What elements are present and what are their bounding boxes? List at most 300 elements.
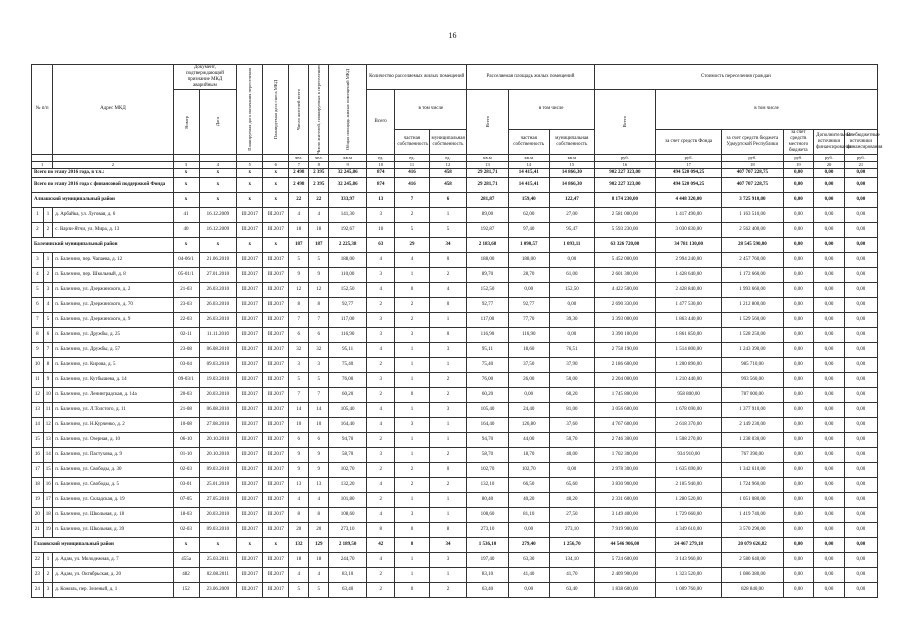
row-cell: 0,00 bbox=[783, 297, 814, 312]
row-cell: 63,40 bbox=[467, 582, 508, 597]
row-address: п. Балезино, ул. Озерная, д. 10 bbox=[53, 432, 173, 447]
row-planned-demolition: III.2017 bbox=[263, 372, 289, 387]
row-subnumber: 11 bbox=[43, 402, 52, 417]
row-cell: 0,00 bbox=[814, 222, 845, 237]
unit-cell: руб. bbox=[844, 154, 877, 161]
row-cell: 3 bbox=[367, 312, 395, 327]
row-address: п. Балезино, пер. Чапаева, д. 12 bbox=[53, 252, 173, 267]
row-address: п. Балезино, ул. Н.Курченко, д. 2 bbox=[53, 417, 173, 432]
row-cell: 7 bbox=[309, 387, 329, 402]
row-cell: 2 580 640,00 bbox=[722, 552, 783, 567]
summary-cell: 281,87 bbox=[467, 192, 508, 207]
row-cell: 3 056 600,00 bbox=[594, 402, 655, 417]
row-doc-date: 16.12.2009 bbox=[199, 222, 237, 237]
row-doc-number: 10-08 bbox=[173, 417, 199, 432]
header-area-incl: в том числе bbox=[508, 90, 594, 130]
summary-cell: 0,00 bbox=[844, 192, 877, 207]
row-cell: 0,00 bbox=[783, 552, 814, 567]
row-cell: 0,00 bbox=[783, 582, 814, 597]
header-local: за счет средств местного бюджета bbox=[783, 129, 814, 154]
row-cell: 102,70 bbox=[467, 462, 508, 477]
row-cell: 0,00 bbox=[814, 402, 845, 417]
row-cell: 0,00 bbox=[844, 357, 877, 372]
row-cell: 1 280 520,00 bbox=[656, 492, 722, 507]
row-cell: 2 186 600,00 bbox=[594, 357, 655, 372]
row-address: п. Балезино, ул. Школьная, д. 39 bbox=[53, 522, 173, 537]
row-cell: 0,00 bbox=[814, 462, 845, 477]
row-planned-demolition: III.2017 bbox=[263, 432, 289, 447]
row-cell: 0,00 bbox=[844, 252, 877, 267]
row-cell: 0,00 bbox=[814, 522, 845, 537]
row-cell: 2 690 330,00 bbox=[594, 297, 655, 312]
header-doc-number: Номер bbox=[173, 90, 199, 155]
unit-cell: чел. bbox=[289, 154, 309, 161]
summary-cell: х bbox=[199, 237, 237, 252]
row-doc-date: 20.03.2010 bbox=[199, 507, 237, 522]
summary-cell: 333,97 bbox=[329, 192, 367, 207]
row-cell: 76,00 bbox=[467, 372, 508, 387]
row-cell: 60,20 bbox=[329, 387, 367, 402]
column-number-cell: 20 bbox=[814, 161, 845, 168]
row-cell: 0,00 bbox=[549, 252, 594, 267]
row-cell: 12 bbox=[309, 282, 329, 297]
row-address: п. Балезино, ул. Свободы, д. 5 bbox=[53, 477, 173, 492]
row-cell: 0,00 bbox=[814, 447, 845, 462]
summary-cell: 6 bbox=[429, 192, 467, 207]
row-cell: 1 508 270,00 bbox=[656, 432, 722, 447]
row-address: п. Балезино, ул. Кутбышева, д. 14 bbox=[53, 372, 173, 387]
column-number-cell: 10 bbox=[367, 161, 395, 168]
column-number-cell: 2 bbox=[53, 161, 173, 168]
header-doc-date: Дата bbox=[199, 90, 237, 155]
row-planned-demolition: III.2017 bbox=[263, 462, 289, 477]
row-cell: 0 bbox=[429, 252, 467, 267]
row-cell: 0,00 bbox=[844, 327, 877, 342]
row-subnumber: 12 bbox=[43, 417, 52, 432]
row-cell: 2 581 000,00 bbox=[594, 207, 655, 222]
row-planned-end: III.2017 bbox=[237, 222, 263, 237]
row-cell: 1 745 800,00 bbox=[594, 387, 655, 402]
row-subnumber: 13 bbox=[43, 432, 52, 447]
row-cell: 2 bbox=[395, 477, 429, 492]
row-cell: 1 bbox=[429, 492, 467, 507]
row-doc-number: 18-03 bbox=[173, 507, 199, 522]
column-number-cell: 8 bbox=[309, 161, 329, 168]
row-cell: 9 bbox=[289, 447, 309, 462]
row-cell: 3 143 960,00 bbox=[656, 552, 722, 567]
row-cell: 0,00 bbox=[814, 207, 845, 222]
table-row bbox=[32, 402, 878, 417]
row-doc-number: 01-10 bbox=[173, 447, 199, 462]
row-cell: 40,20 bbox=[549, 492, 594, 507]
row-cell: 0,00 bbox=[783, 492, 814, 507]
row-cell: 0,00 bbox=[844, 267, 877, 282]
row-cell: 7 bbox=[289, 387, 309, 402]
row-cell: 2 204 000,00 bbox=[594, 372, 655, 387]
row-planned-demolition: III.2017 bbox=[263, 507, 289, 522]
summary-cell: х bbox=[263, 168, 289, 177]
row-cell: 0,00 bbox=[783, 477, 814, 492]
row-doc-date: 11.11.2010 bbox=[199, 327, 237, 342]
summary-row-total bbox=[32, 168, 878, 177]
row-number: 20 bbox=[32, 507, 44, 522]
row-cell: 1 172 660,00 bbox=[722, 267, 783, 282]
table-row bbox=[32, 252, 878, 267]
row-cell: 58,70 bbox=[329, 447, 367, 462]
row-doc-date: 25.03.2011 bbox=[199, 552, 237, 567]
row-number: 14 bbox=[32, 417, 44, 432]
table-row bbox=[32, 312, 878, 327]
summary-cell: 902 227 323,00 bbox=[594, 168, 655, 177]
summary-cell: 0,00 bbox=[783, 168, 814, 177]
row-cell: 41,40 bbox=[508, 567, 549, 582]
row-doc-number: 482 bbox=[173, 567, 199, 582]
table-body bbox=[32, 168, 878, 597]
row-doc-date: 20.10.2010 bbox=[199, 432, 237, 447]
row-cell: 5 bbox=[289, 252, 309, 267]
row-number: 2 bbox=[32, 222, 44, 237]
row-number: 1 bbox=[32, 207, 44, 222]
summary-cell: 132 bbox=[289, 537, 309, 552]
row-cell: 1 419 740,00 bbox=[722, 507, 783, 522]
row-cell: 1 514 800,00 bbox=[656, 342, 722, 357]
row-cell: 66,50 bbox=[508, 477, 549, 492]
row-planned-end: III.2017 bbox=[237, 342, 263, 357]
column-number-cell: 15 bbox=[549, 161, 594, 168]
row-cell: 2 bbox=[429, 582, 467, 597]
row-cell: 18 bbox=[309, 222, 329, 237]
column-number-cell: 21 bbox=[844, 161, 877, 168]
row-planned-demolition: III.2017 bbox=[263, 492, 289, 507]
summary-cell: 187 bbox=[309, 237, 329, 252]
row-planned-end: III.2017 bbox=[237, 417, 263, 432]
summary-cell: х bbox=[199, 537, 237, 552]
row-cell: 5 bbox=[309, 252, 329, 267]
row-cell: 0,00 bbox=[783, 507, 814, 522]
row-planned-end: III.2017 bbox=[237, 297, 263, 312]
row-cell: 0,00 bbox=[844, 207, 877, 222]
row-planned-end: III.2017 bbox=[237, 462, 263, 477]
row-cell: 2 978 300,00 bbox=[594, 462, 655, 477]
summary-cell: х bbox=[237, 177, 263, 192]
row-doc-date: 20.03.2010 bbox=[199, 387, 237, 402]
row-planned-demolition: III.2017 bbox=[263, 342, 289, 357]
header-total-area: Общая площадь жилых помещений МКД bbox=[329, 65, 367, 155]
row-doc-number: 02-03 bbox=[173, 522, 199, 537]
row-planned-end: III.2017 bbox=[237, 477, 263, 492]
row-planned-demolition: III.2017 bbox=[263, 222, 289, 237]
row-doc-date: 06.08.2010 bbox=[199, 342, 237, 357]
row-cell: 0,00 bbox=[783, 432, 814, 447]
row-cell: 32 bbox=[289, 342, 309, 357]
table-row bbox=[32, 582, 878, 597]
row-cell: 89,70 bbox=[467, 267, 508, 282]
row-cell: 108,60 bbox=[329, 507, 367, 522]
header-n: № п/п bbox=[32, 65, 53, 155]
row-planned-demolition: III.2017 bbox=[263, 387, 289, 402]
row-cell: 92,77 bbox=[329, 297, 367, 312]
row-planned-demolition: III.2017 bbox=[263, 207, 289, 222]
row-cell: 2 428 840,00 bbox=[656, 282, 722, 297]
row-cell: 2 994 240,00 bbox=[656, 252, 722, 267]
row-cell: 105,40 bbox=[329, 402, 367, 417]
row-doc-number: 41 bbox=[173, 207, 199, 222]
row-number: 13 bbox=[32, 402, 44, 417]
table-row bbox=[32, 417, 878, 432]
row-cell: 6 bbox=[289, 327, 309, 342]
row-cell: 2 562 400,00 bbox=[722, 222, 783, 237]
row-cell: 1 bbox=[429, 417, 467, 432]
row-cell: 5 bbox=[309, 582, 329, 597]
header-planned-demolition: Планируемая дата сноса МКД bbox=[263, 65, 289, 155]
row-cell: 0,00 bbox=[844, 387, 877, 402]
row-cell: 3 bbox=[309, 357, 329, 372]
summary-cell: 22 bbox=[289, 192, 309, 207]
row-cell: 3 570 290,00 bbox=[722, 522, 783, 537]
summary-cell: х bbox=[173, 237, 199, 252]
header-fund: за счет средств Фонда bbox=[656, 129, 722, 154]
summary-cell: 34 bbox=[429, 537, 467, 552]
row-cell: 1 529 560,00 bbox=[722, 312, 783, 327]
summary-cell: 42 bbox=[367, 537, 395, 552]
row-doc-number: 23-03 bbox=[173, 297, 199, 312]
row-cell: 116,90 bbox=[467, 327, 508, 342]
table-row bbox=[32, 267, 878, 282]
summary-cell: 0,00 bbox=[783, 192, 814, 207]
row-cell: 94,70 bbox=[467, 432, 508, 447]
row-cell: 75,40 bbox=[329, 357, 367, 372]
table-row bbox=[32, 222, 878, 237]
column-number-cell: 19 bbox=[783, 161, 814, 168]
row-cell: 116,90 bbox=[508, 327, 549, 342]
row-cell: 0,00 bbox=[783, 207, 814, 222]
row-cell: 92,77 bbox=[467, 297, 508, 312]
row-cell: 0,00 bbox=[508, 522, 549, 537]
unit-cell: ед. bbox=[395, 154, 429, 161]
row-cell: 3 bbox=[395, 507, 429, 522]
row-cell: 6 bbox=[309, 432, 329, 447]
row-cell: 9 bbox=[309, 447, 329, 462]
row-number: 24 bbox=[32, 582, 44, 597]
row-address: п. Балезино, ул. Л.Толстого, д. 11 bbox=[53, 402, 173, 417]
row-cell: 152,50 bbox=[549, 282, 594, 297]
row-cell: 0 bbox=[429, 462, 467, 477]
row-cell: 0,00 bbox=[814, 267, 845, 282]
row-cell: 2 bbox=[429, 447, 467, 462]
row-cell: 8 bbox=[367, 522, 395, 537]
row-doc-date: 27.05.2010 bbox=[199, 492, 237, 507]
table-row bbox=[32, 492, 878, 507]
column-number-cell: 11 bbox=[395, 161, 429, 168]
row-cell: 2 bbox=[367, 462, 395, 477]
row-subnumber: 2 bbox=[43, 567, 52, 582]
row-cell: 1 086 380,00 bbox=[722, 567, 783, 582]
row-planned-demolition: III.2017 bbox=[263, 327, 289, 342]
row-cell: 0,00 bbox=[814, 297, 845, 312]
column-number-cell: 5 bbox=[237, 161, 263, 168]
row-cell: 1 528 250,00 bbox=[722, 327, 783, 342]
summary-cell: 4 448 320,00 bbox=[656, 192, 722, 207]
row-cell: 26,00 bbox=[508, 372, 549, 387]
row-cell: 5 724 600,00 bbox=[594, 552, 655, 567]
row-cell: 40,00 bbox=[549, 447, 594, 462]
row-cell: 4 422 500,00 bbox=[594, 282, 655, 297]
row-cell: 101,80 bbox=[329, 492, 367, 507]
row-cell: 1 bbox=[395, 492, 429, 507]
header-area-municipal: муниципальная собственность bbox=[549, 129, 594, 154]
row-cell: 60,20 bbox=[467, 387, 508, 402]
row-cell: 0,00 bbox=[844, 477, 877, 492]
column-number-cell: 1 bbox=[32, 161, 53, 168]
row-cell: 1 477 530,00 bbox=[656, 297, 722, 312]
row-planned-demolition: III.2017 bbox=[263, 447, 289, 462]
summary-cell: 874 bbox=[367, 177, 395, 192]
row-planned-end: III.2017 bbox=[237, 252, 263, 267]
table-row bbox=[32, 507, 878, 522]
row-cell: 39,30 bbox=[549, 312, 594, 327]
summary-cell: 29 281,71 bbox=[467, 168, 508, 177]
unit-cell: ед. bbox=[429, 154, 467, 161]
row-cell: 1 bbox=[395, 342, 429, 357]
row-cell: 767 390,00 bbox=[722, 447, 783, 462]
row-doc-date: 09.03.2010 bbox=[199, 357, 237, 372]
summary-cell: х bbox=[199, 177, 237, 192]
row-cell: 63,40 bbox=[329, 582, 367, 597]
row-cell: 2 331 600,00 bbox=[594, 492, 655, 507]
row-cell: 4 bbox=[289, 207, 309, 222]
row-cell: 44,00 bbox=[508, 432, 549, 447]
unit-cell: руб. bbox=[722, 154, 783, 161]
summary-cell: 0,00 bbox=[783, 237, 814, 252]
row-cell: 50,70 bbox=[549, 432, 594, 447]
row-cell: 63,40 bbox=[549, 582, 594, 597]
row-cell: 1 bbox=[395, 267, 429, 282]
column-number-cell: 16 bbox=[594, 161, 655, 168]
row-cell: 0,00 bbox=[814, 252, 845, 267]
summary-cell: 0,00 bbox=[844, 177, 877, 192]
header-residents: Число жителей всего bbox=[289, 65, 309, 155]
row-number: 11 bbox=[32, 372, 44, 387]
row-cell: 9 bbox=[289, 267, 309, 282]
summary-cell: 63 bbox=[367, 237, 395, 252]
row-cell: 60,20 bbox=[549, 387, 594, 402]
row-address: д. Арбайка, ул. Луговая, д. 6 bbox=[53, 207, 173, 222]
row-cell: 2 bbox=[367, 432, 395, 447]
row-cell: 4 bbox=[367, 507, 395, 522]
row-planned-end: III.2017 bbox=[237, 312, 263, 327]
header-cost: Стоимость переселения граждан bbox=[594, 65, 877, 90]
row-planned-demolition: III.2017 bbox=[263, 522, 289, 537]
row-cell: 1 bbox=[395, 402, 429, 417]
row-cell: 10 bbox=[309, 417, 329, 432]
row-cell: 134,10 bbox=[549, 552, 594, 567]
row-number: 12 bbox=[32, 387, 44, 402]
summary-cell: 14 866,30 bbox=[549, 168, 594, 177]
row-planned-end: III.2017 bbox=[237, 507, 263, 522]
row-cell: 0,00 bbox=[844, 297, 877, 312]
row-doc-date: 27.01.2010 bbox=[199, 267, 237, 282]
summary-cell: 0,00 bbox=[783, 537, 814, 552]
row-subnumber: 19 bbox=[43, 522, 52, 537]
summary-cell: 494 520 094,25 bbox=[656, 177, 722, 192]
row-cell: 1 bbox=[395, 432, 429, 447]
row-cell: 110,00 bbox=[329, 267, 367, 282]
row-cell: 0,00 bbox=[844, 342, 877, 357]
summary-cell: х bbox=[237, 237, 263, 252]
summary-cell: 13 bbox=[367, 192, 395, 207]
row-cell: 2 bbox=[367, 357, 395, 372]
row-planned-demolition: III.2017 bbox=[263, 282, 289, 297]
row-cell: 273,10 bbox=[329, 522, 367, 537]
header-nonbudget: Внебюджетные источники финансирования bbox=[844, 129, 877, 154]
table-row bbox=[32, 342, 878, 357]
row-address: п. Балезино, ул. Дружбы, д. 25 bbox=[53, 327, 173, 342]
row-subnumber: 14 bbox=[43, 447, 52, 462]
row-number: 7 bbox=[32, 312, 44, 327]
row-cell: 1 863 440,00 bbox=[656, 312, 722, 327]
row-cell: 0,00 bbox=[814, 492, 845, 507]
row-cell: 1 bbox=[429, 567, 467, 582]
summary-cell: 8 bbox=[395, 537, 429, 552]
summary-cell: 20 079 626,82 bbox=[722, 537, 783, 552]
summary-cell: 34 781 130,00 bbox=[656, 237, 722, 252]
row-cell: 14 bbox=[309, 402, 329, 417]
row-doc-date: 19.03.2010 bbox=[199, 372, 237, 387]
row-cell: 3 bbox=[367, 327, 395, 342]
row-cell: 0,00 bbox=[783, 522, 814, 537]
row-planned-end: III.2017 bbox=[237, 327, 263, 342]
row-cell: 0,00 bbox=[783, 417, 814, 432]
row-cell: 2 bbox=[395, 297, 429, 312]
row-doc-date: 02.08.2011 bbox=[199, 567, 237, 582]
row-cell: 3 bbox=[289, 357, 309, 372]
row-planned-demolition: III.2017 bbox=[263, 402, 289, 417]
row-cell: 0,00 bbox=[844, 222, 877, 237]
row-address: п. Балезино, ул. Дзержинского, д. 70 bbox=[53, 297, 173, 312]
row-address: с. Варзи-Ятчи, ул. Мира, д. 13 bbox=[53, 222, 173, 237]
row-planned-demolition: III.2017 bbox=[263, 567, 289, 582]
summary-cell: 1 536,10 bbox=[467, 537, 508, 552]
row-cell: 0,00 bbox=[844, 402, 877, 417]
table-row bbox=[32, 552, 878, 567]
row-cell: 10 bbox=[289, 417, 309, 432]
column-number-cell: 17 bbox=[656, 161, 722, 168]
summary-cell: 874 bbox=[367, 168, 395, 177]
row-subnumber: 3 bbox=[43, 282, 52, 297]
row-cell: 4 767 600,00 bbox=[594, 417, 655, 432]
row-doc-number: 05-01/1 bbox=[173, 267, 199, 282]
summary-cell: 2 183,68 bbox=[467, 237, 508, 252]
row-cell: 1 323 520,00 bbox=[656, 567, 722, 582]
row-cell: 0,00 bbox=[844, 582, 877, 597]
row-cell: 0,00 bbox=[814, 372, 845, 387]
header-area-total: Всего bbox=[467, 90, 508, 155]
row-doc-number: 07-05 bbox=[173, 492, 199, 507]
row-cell: 1 210 440,00 bbox=[656, 372, 722, 387]
summary-cell: 2 189,50 bbox=[329, 537, 367, 552]
summary-cell: 2 498 bbox=[289, 168, 309, 177]
row-doc-date: 25.01.2010 bbox=[199, 477, 237, 492]
row-cell: 18 bbox=[309, 552, 329, 567]
row-cell: 985 710,00 bbox=[722, 357, 783, 372]
row-cell: 18,70 bbox=[508, 447, 549, 462]
row-cell: 32 bbox=[309, 342, 329, 357]
row-address: д. Адам, ул. Молодежная, д. 7 bbox=[53, 552, 173, 567]
row-cell: 0,00 bbox=[844, 372, 877, 387]
row-number: 15 bbox=[32, 432, 44, 447]
district-row-alnash bbox=[32, 192, 878, 207]
row-cell: 7 919 900,00 bbox=[594, 522, 655, 537]
